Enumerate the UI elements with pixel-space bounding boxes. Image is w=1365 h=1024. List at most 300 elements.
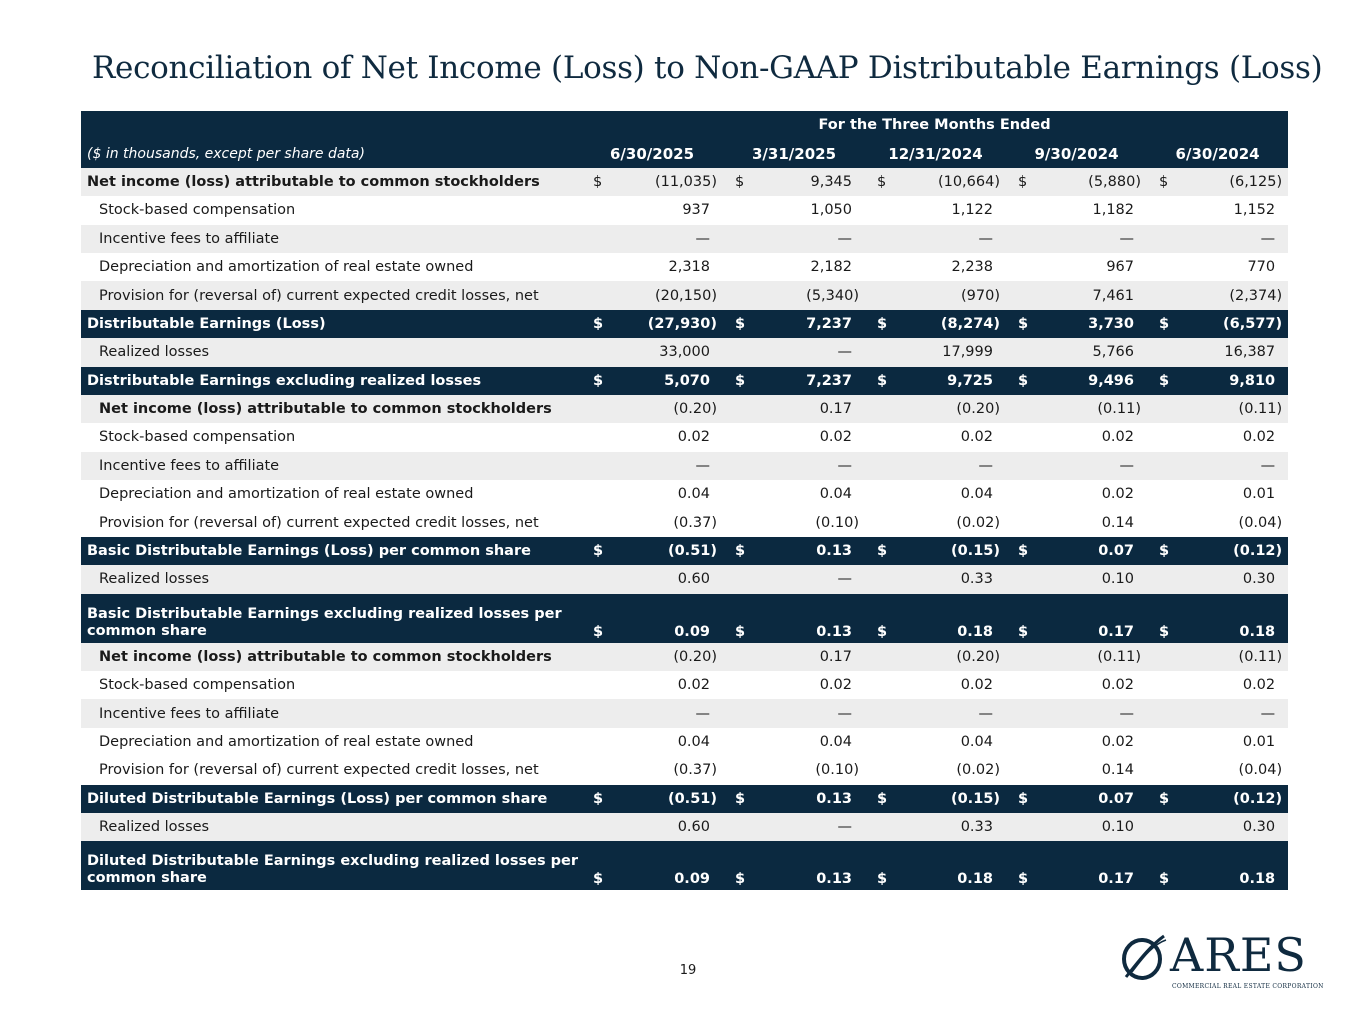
cell-value: (0.51): [605, 537, 723, 565]
cell-value: 1,122: [889, 196, 1006, 224]
cell-value: 0.04: [605, 480, 723, 508]
currency-symbol: [1006, 253, 1030, 281]
currency-symbol: [1006, 480, 1030, 508]
currency-symbol: [723, 813, 747, 841]
cell-value: (970): [889, 281, 1006, 309]
cell-value: 0.04: [747, 480, 865, 508]
table-row: [81, 253, 1288, 281]
cell-value: 7,237: [747, 367, 865, 395]
currency-symbol: $: [581, 168, 605, 196]
currency-symbol: [723, 452, 747, 480]
currency-symbol: [865, 756, 889, 784]
currency-symbol: [1147, 395, 1171, 423]
cell-value: 5,766: [1030, 338, 1147, 366]
currency-symbol: $: [581, 594, 605, 643]
table-row: [81, 565, 1288, 593]
table-row: [81, 756, 1288, 784]
row-label: Depreciation and amortization of real estate owned: [81, 728, 581, 756]
currency-symbol: [1006, 395, 1030, 423]
currency-symbol: [1147, 452, 1171, 480]
cell-value: (0.02): [889, 508, 1006, 536]
cell-value: (0.37): [605, 508, 723, 536]
ares-logo: [1118, 928, 1324, 992]
cell-value: —: [605, 452, 723, 480]
cell-value: 33,000: [605, 338, 723, 366]
currency-symbol: [1006, 813, 1030, 841]
currency-symbol: [865, 281, 889, 309]
cell-value: 0.17: [1030, 594, 1147, 643]
currency-symbol: $: [581, 367, 605, 395]
cell-value: 0.30: [1171, 565, 1288, 593]
table-row: [81, 452, 1288, 480]
page-title: Reconciliation of Net Income (Loss) to Non-GAAP Distributable Earnings (Loss): [92, 50, 1323, 86]
row-label: Net income (loss) attributable to common stockholders: [81, 168, 581, 196]
cell-value: —: [889, 225, 1006, 253]
cell-value: 9,496: [1030, 367, 1147, 395]
currency-symbol: $: [865, 168, 889, 196]
currency-symbol: $: [1147, 168, 1171, 196]
currency-symbol: [865, 225, 889, 253]
page-number: 19: [679, 963, 697, 978]
cell-value: 0.02: [1030, 423, 1147, 451]
currency-symbol: $: [723, 537, 747, 565]
currency-symbol: [723, 508, 747, 536]
row-label: Diluted Distributable Earnings (Loss) per common share: [81, 785, 581, 813]
row-label: Provision for (reversal of) current expected credit losses, net: [81, 756, 581, 784]
table-row: [81, 671, 1288, 699]
table-row: [81, 225, 1288, 253]
cell-value: 5,070: [605, 367, 723, 395]
currency-symbol: $: [1006, 168, 1030, 196]
row-label: Depreciation and amortization of real estate owned: [81, 253, 581, 281]
currency-symbol: [581, 643, 605, 671]
ares-emblem-icon: [1118, 932, 1170, 984]
row-label: Incentive fees to affiliate: [81, 225, 581, 253]
currency-symbol: [723, 338, 747, 366]
currency-symbol: [581, 699, 605, 727]
currency-symbol: [1147, 423, 1171, 451]
currency-symbol: $: [1147, 537, 1171, 565]
currency-symbol: [581, 671, 605, 699]
cell-value: —: [605, 225, 723, 253]
currency-symbol: [1147, 643, 1171, 671]
currency-symbol: [865, 565, 889, 593]
currency-symbol: $: [1006, 785, 1030, 813]
table-header-caption-row: [81, 111, 1288, 139]
cell-value: —: [605, 699, 723, 727]
cell-value: —: [747, 813, 865, 841]
currency-symbol: [581, 423, 605, 451]
cell-value: (5,340): [747, 281, 865, 309]
cell-value: (0.20): [889, 643, 1006, 671]
cell-value: 0.02: [889, 423, 1006, 451]
table-row: [81, 785, 1288, 813]
cell-value: 0.04: [889, 728, 1006, 756]
cell-value: 0.02: [889, 671, 1006, 699]
period-caption: For the Three Months Ended: [581, 111, 1288, 139]
row-label: Stock-based compensation: [81, 423, 581, 451]
cell-value: 0.04: [747, 728, 865, 756]
cell-value: —: [747, 225, 865, 253]
cell-value: (0.37): [605, 756, 723, 784]
cell-value: 1,182: [1030, 196, 1147, 224]
cell-value: (0.11): [1030, 643, 1147, 671]
cell-value: 0.17: [747, 395, 865, 423]
table-row: [81, 423, 1288, 451]
currency-symbol: $: [723, 367, 747, 395]
cell-value: (27,930): [605, 310, 723, 338]
currency-symbol: [1006, 225, 1030, 253]
currency-symbol: [1006, 196, 1030, 224]
currency-symbol: [723, 253, 747, 281]
cell-value: 0.02: [747, 671, 865, 699]
cell-value: 0.18: [889, 594, 1006, 643]
logo-wordmark: ARES: [1170, 928, 1307, 982]
cell-value: 0.02: [1030, 728, 1147, 756]
cell-value: 0.02: [1171, 423, 1288, 451]
cell-value: 0.04: [605, 728, 723, 756]
currency-symbol: [581, 756, 605, 784]
currency-symbol: [581, 395, 605, 423]
cell-value: 0.02: [747, 423, 865, 451]
currency-symbol: [865, 196, 889, 224]
cell-value: —: [747, 452, 865, 480]
column-header-date: 6/30/2024: [1147, 139, 1288, 167]
cell-value: —: [1030, 225, 1147, 253]
cell-value: 3,730: [1030, 310, 1147, 338]
currency-symbol: [1147, 253, 1171, 281]
currency-symbol: [1147, 225, 1171, 253]
currency-symbol: [581, 338, 605, 366]
cell-value: 0.02: [1030, 671, 1147, 699]
cell-value: (0.20): [889, 395, 1006, 423]
currency-symbol: $: [865, 594, 889, 643]
currency-symbol: [865, 395, 889, 423]
currency-symbol: $: [581, 841, 605, 890]
currency-symbol: [581, 281, 605, 309]
currency-symbol: [723, 395, 747, 423]
row-label: Provision for (reversal of) current expected credit losses, net: [81, 281, 581, 309]
currency-symbol: [865, 508, 889, 536]
currency-symbol: [1006, 452, 1030, 480]
table-row: [81, 594, 1288, 643]
cell-value: 0.13: [747, 594, 865, 643]
cell-value: (2,374): [1171, 281, 1288, 309]
currency-symbol: [865, 643, 889, 671]
table-row: [81, 480, 1288, 508]
row-label: Stock-based compensation: [81, 196, 581, 224]
currency-symbol: [1147, 756, 1171, 784]
table-row: [81, 281, 1288, 309]
cell-value: 0.18: [889, 841, 1006, 890]
cell-value: (0.20): [605, 395, 723, 423]
cell-value: 9,810: [1171, 367, 1288, 395]
cell-value: 0.13: [747, 537, 865, 565]
cell-value: 0.14: [1030, 756, 1147, 784]
currency-symbol: $: [865, 841, 889, 890]
currency-symbol: $: [581, 785, 605, 813]
currency-symbol: [1147, 565, 1171, 593]
row-label: Depreciation and amortization of real estate owned: [81, 480, 581, 508]
cell-value: —: [1030, 452, 1147, 480]
cell-value: (0.51): [605, 785, 723, 813]
currency-symbol: [581, 196, 605, 224]
cell-value: (0.02): [889, 756, 1006, 784]
cell-value: (6,125): [1171, 168, 1288, 196]
currency-symbol: [581, 565, 605, 593]
row-label: Net income (loss) attributable to common stockholders: [81, 395, 581, 423]
currency-symbol: $: [1006, 310, 1030, 338]
cell-value: 770: [1171, 253, 1288, 281]
row-label: Distributable Earnings (Loss): [81, 310, 581, 338]
currency-symbol: $: [581, 310, 605, 338]
currency-symbol: [1147, 813, 1171, 841]
currency-symbol: [865, 452, 889, 480]
row-label: Incentive fees to affiliate: [81, 699, 581, 727]
table-row: [81, 338, 1288, 366]
currency-symbol: [865, 813, 889, 841]
currency-symbol: $: [1147, 841, 1171, 890]
cell-value: (5,880): [1030, 168, 1147, 196]
currency-symbol: $: [1006, 594, 1030, 643]
currency-symbol: [865, 338, 889, 366]
cell-value: 0.18: [1171, 841, 1288, 890]
table-row: [81, 367, 1288, 395]
cell-value: (11,035): [605, 168, 723, 196]
currency-symbol: [723, 480, 747, 508]
cell-value: 0.02: [605, 671, 723, 699]
row-label: Stock-based compensation: [81, 671, 581, 699]
cell-value: —: [1030, 699, 1147, 727]
cell-value: (0.04): [1171, 756, 1288, 784]
cell-value: (0.12): [1171, 537, 1288, 565]
cell-value: —: [1171, 452, 1288, 480]
currency-symbol: [581, 480, 605, 508]
cell-value: 0.02: [1030, 480, 1147, 508]
cell-value: 0.07: [1030, 537, 1147, 565]
cell-value: (0.10): [747, 508, 865, 536]
row-label: Net income (loss) attributable to common stockholders: [81, 643, 581, 671]
cell-value: (0.11): [1171, 643, 1288, 671]
column-header-date: 9/30/2024: [1006, 139, 1147, 167]
currency-symbol: [723, 671, 747, 699]
cell-value: (0.15): [889, 537, 1006, 565]
cell-value: 0.01: [1171, 480, 1288, 508]
table-row: [81, 699, 1288, 727]
currency-symbol: [1147, 196, 1171, 224]
currency-symbol: $: [1147, 367, 1171, 395]
currency-symbol: [581, 813, 605, 841]
cell-value: 0.17: [747, 643, 865, 671]
currency-symbol: [1006, 671, 1030, 699]
currency-symbol: $: [1006, 537, 1030, 565]
cell-value: (0.10): [747, 756, 865, 784]
column-header-date: 12/31/2024: [865, 139, 1006, 167]
table-row: [81, 537, 1288, 565]
cell-value: 0.60: [605, 565, 723, 593]
table-row: [81, 508, 1288, 536]
table-row: [81, 728, 1288, 756]
cell-value: 937: [605, 196, 723, 224]
cell-value: 0.13: [747, 785, 865, 813]
cell-value: 1,152: [1171, 196, 1288, 224]
row-label: Incentive fees to affiliate: [81, 452, 581, 480]
cell-value: 17,999: [889, 338, 1006, 366]
cell-value: (0.04): [1171, 508, 1288, 536]
currency-symbol: [723, 728, 747, 756]
currency-symbol: [1147, 671, 1171, 699]
currency-symbol: $: [865, 785, 889, 813]
currency-symbol: $: [723, 310, 747, 338]
currency-symbol: [1006, 565, 1030, 593]
currency-symbol: $: [723, 168, 747, 196]
cell-value: —: [889, 699, 1006, 727]
currency-symbol: [581, 225, 605, 253]
cell-value: 0.02: [1171, 671, 1288, 699]
currency-symbol: [581, 728, 605, 756]
cell-value: —: [747, 565, 865, 593]
currency-symbol: $: [1147, 594, 1171, 643]
row-label: Diluted Distributable Earnings excluding realized losses per common share: [81, 841, 581, 890]
cell-value: 0.17: [1030, 841, 1147, 890]
cell-value: —: [747, 338, 865, 366]
cell-value: 0.13: [747, 841, 865, 890]
cell-value: —: [1171, 699, 1288, 727]
currency-symbol: [1147, 480, 1171, 508]
cell-value: 0.04: [889, 480, 1006, 508]
cell-value: 0.02: [605, 423, 723, 451]
cell-value: 7,461: [1030, 281, 1147, 309]
cell-value: (10,664): [889, 168, 1006, 196]
table-row: [81, 813, 1288, 841]
currency-symbol: [1147, 338, 1171, 366]
currency-symbol: $: [581, 537, 605, 565]
row-label: Basic Distributable Earnings (Loss) per common share: [81, 537, 581, 565]
currency-symbol: [865, 480, 889, 508]
column-header-date: 6/30/2025: [581, 139, 723, 167]
cell-value: 9,345: [747, 168, 865, 196]
cell-value: 9,725: [889, 367, 1006, 395]
row-label: Provision for (reversal of) current expected credit losses, net: [81, 508, 581, 536]
cell-value: (0.15): [889, 785, 1006, 813]
currency-symbol: [1006, 423, 1030, 451]
currency-symbol: [723, 281, 747, 309]
currency-symbol: [1006, 699, 1030, 727]
cell-value: 967: [1030, 253, 1147, 281]
currency-symbol: $: [1006, 841, 1030, 890]
cell-value: —: [1171, 225, 1288, 253]
currency-symbol: [1147, 699, 1171, 727]
table-header-date-row: [81, 139, 1288, 167]
currency-symbol: [1006, 338, 1030, 366]
currency-symbol: [865, 728, 889, 756]
cell-value: 2,238: [889, 253, 1006, 281]
cell-value: 0.60: [605, 813, 723, 841]
row-label: Realized losses: [81, 338, 581, 366]
row-label: Distributable Earnings excluding realized losses: [81, 367, 581, 395]
cell-value: 0.33: [889, 565, 1006, 593]
table-row: [81, 168, 1288, 196]
cell-value: 0.18: [1171, 594, 1288, 643]
cell-value: 0.01: [1171, 728, 1288, 756]
currency-symbol: [581, 508, 605, 536]
cell-value: 2,182: [747, 253, 865, 281]
currency-symbol: $: [1006, 367, 1030, 395]
cell-value: —: [889, 452, 1006, 480]
table-row: [81, 643, 1288, 671]
currency-symbol: [1006, 728, 1030, 756]
table-row: [81, 395, 1288, 423]
cell-value: 7,237: [747, 310, 865, 338]
cell-value: (20,150): [605, 281, 723, 309]
logo-tagline: COMMERCIAL REAL ESTATE CORPORATION: [1172, 983, 1324, 990]
currency-symbol: $: [723, 785, 747, 813]
currency-symbol: [723, 196, 747, 224]
row-label: Basic Distributable Earnings excluding realized losses per common share: [81, 594, 581, 643]
cell-value: 0.14: [1030, 508, 1147, 536]
currency-symbol: [723, 423, 747, 451]
reconciliation-table: [81, 111, 1288, 890]
currency-symbol: [723, 225, 747, 253]
cell-value: (6,577): [1171, 310, 1288, 338]
cell-value: 16,387: [1171, 338, 1288, 366]
cell-value: 2,318: [605, 253, 723, 281]
currency-symbol: [723, 643, 747, 671]
cell-value: 0.09: [605, 594, 723, 643]
currency-symbol: [1147, 281, 1171, 309]
currency-symbol: $: [865, 367, 889, 395]
currency-symbol: [581, 253, 605, 281]
currency-symbol: [723, 699, 747, 727]
table-row: [81, 841, 1288, 890]
cell-value: 1,050: [747, 196, 865, 224]
currency-symbol: [1006, 508, 1030, 536]
currency-symbol: [1006, 643, 1030, 671]
currency-symbol: [865, 423, 889, 451]
units-note: ($ in thousands, except per share data): [81, 139, 581, 167]
cell-value: (8,274): [889, 310, 1006, 338]
cell-value: 0.09: [605, 841, 723, 890]
currency-symbol: [1147, 508, 1171, 536]
row-label: Realized losses: [81, 813, 581, 841]
cell-value: 0.30: [1171, 813, 1288, 841]
row-label: Realized losses: [81, 565, 581, 593]
currency-symbol: [581, 452, 605, 480]
cell-value: 0.07: [1030, 785, 1147, 813]
cell-value: (0.11): [1171, 395, 1288, 423]
currency-symbol: [723, 565, 747, 593]
cell-value: (0.11): [1030, 395, 1147, 423]
table-row: [81, 196, 1288, 224]
currency-symbol: $: [1147, 785, 1171, 813]
cell-value: (0.12): [1171, 785, 1288, 813]
currency-symbol: $: [723, 594, 747, 643]
table-row: [81, 310, 1288, 338]
currency-symbol: [723, 756, 747, 784]
currency-symbol: [1006, 756, 1030, 784]
column-header-date: 3/31/2025: [723, 139, 865, 167]
currency-symbol: [865, 699, 889, 727]
currency-symbol: [1006, 281, 1030, 309]
currency-symbol: [865, 671, 889, 699]
currency-symbol: [865, 253, 889, 281]
cell-value: 0.10: [1030, 565, 1147, 593]
currency-symbol: [1147, 728, 1171, 756]
cell-value: 0.33: [889, 813, 1006, 841]
currency-symbol: $: [723, 841, 747, 890]
cell-value: —: [747, 699, 865, 727]
currency-symbol: $: [1147, 310, 1171, 338]
